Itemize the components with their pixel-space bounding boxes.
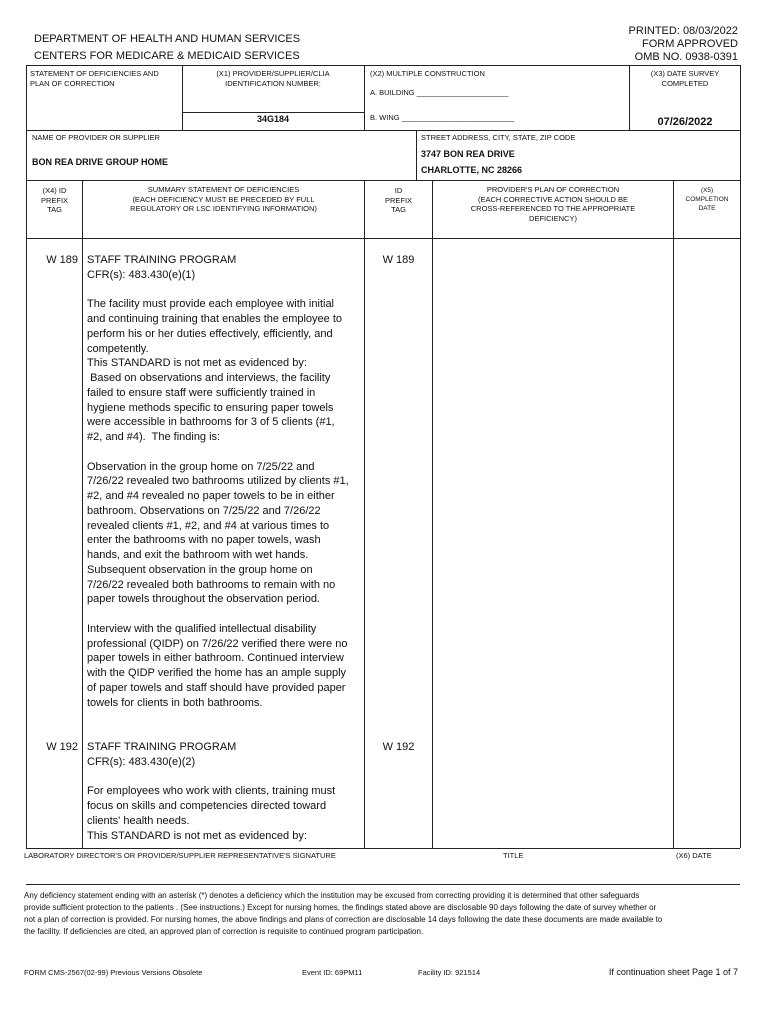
w192-not-met: This STANDARD is not met as evidenced by: [87,829,307,842]
department-title: DEPARTMENT OF HEALTH AND HUMAN SERVICES [34,33,301,45]
id-header-line2: PREFIX [384,195,413,205]
w189-prefix-tag: W 189 [46,254,78,266]
x5-header-line2: COMPLETION [685,196,729,203]
plan-header [433,185,673,223]
id-header-line1: ID [394,186,403,195]
survey-completed-date: 07/26/2022 [657,116,713,128]
omb-number: OMB NO. 0938-0391 [634,51,738,63]
address-label: STREET ADDRESS, CITY, STATE, ZIP CODE [421,133,576,142]
w192-summary [87,740,349,843]
w192-prefix-tag: W 192 [46,741,78,753]
x1-label-line2: IDENTIFICATION NUMBER: [225,78,321,88]
printed-date: PRINTED: 08/03/2022 [628,25,738,37]
x4-header-line3: TAG [47,205,62,214]
w189-observation: Observation in the group home on 7/25/22 and 7/26/22 revealed two bathrooms utilized by clients #1, #2, and #4 revealed no paper towels to be in either bathroom. Observations on 7/25/22 and 7/26/22 revealed clients #1, #2, and #4 at various times to enter the bathrooms with no paper towels, wash hands, and exit the bathroom with wet hands. Subsequent observation in the group home on 7/26/22 revealed both bathrooms to remain with no paper towels throughout the observation period. [87,460,349,606]
id-header-line3: TAG [391,205,406,214]
x5-header-line1: (X5) [700,187,714,194]
provider-name: BON REA DRIVE GROUP HOME [32,157,169,167]
address-line2: CHARLOTTE, NC 28266 [421,165,523,175]
statement-label: STATEMENT OF DEFICIENCIES AND PLAN OF CORRECTION [30,69,159,88]
x3-label-line1: (X3) DATE SURVEY [650,69,720,78]
w189-basis: Based on observations and interviews, the facility failed to ensure staff were sufficiently trained in hygiene methods specific to ensuring paper towels were accessible in bathrooms for 3 of 5 clients (#1, #2, and #4). The finding is: [87,372,338,443]
x1-label [183,69,363,88]
id-header [365,186,432,215]
provider-name-label: NAME OF PROVIDER OR SUPPLIER [32,133,160,142]
summary-header-line3: REGULATORY OR LSC IDENTIFYING INFORMATION) [130,204,317,213]
agency-title: CENTERS FOR MEDICARE & MEDICAID SERVICES [34,50,300,62]
wing-field: B. WING ___________________________ [370,113,515,122]
w192-requirement: For employees who work with clients, training must focus on skills and competencies directed toward clients' health needs. [87,785,336,827]
x3-label [630,69,740,88]
w192-cfr: CFR(s): 483.430(e)(2) [87,755,196,768]
plan-header-line2: (EACH CORRECTIVE ACTION SHOULD BE [477,194,629,204]
plan-header-line1: PROVIDER'S PLAN OF CORRECTION [486,185,620,194]
w192-title: STAFF TRAINING PROGRAM [87,741,237,753]
form-number: FORM CMS-2567(02-99) Previous Versions Obsolete [24,968,203,977]
x4-header-line1: (X4) ID [42,186,67,195]
event-id: Event ID: 69PM11 [302,968,363,977]
x3-label-line2: COMPLETED [661,78,709,88]
x4-header-line2: PREFIX [40,195,69,205]
w189-title: STAFF TRAINING PROGRAM [87,254,237,266]
w189-interview: Interview with the qualified intellectual disability professional (QIDP) on 7/26/22 verified there were no paper towels in either bathroom. Continued interview with the QIDP verified the home has an ample supply of paper towels and staff should have provided paper towels for clients in both bathrooms. [87,622,348,709]
x5-header-line3: DATE [698,205,716,212]
form-approved: FORM APPROVED [642,38,738,50]
x1-label-line1: (X1) PROVIDER/SUPPLIER/CLIA [216,69,330,78]
disclosure-footnote: Any deficiency statement ending with an asterisk (*) denotes a deficiency which the institution may be excused from correcting providing it is determined that other safeguards provide sufficient protection to the patients . (See instructions.) Except for nursing homes, the findings stated above are disclosable 90 days following the date of survey whether or not a plan of correction is provided. For nursing homes, the above findings and plans of correction are disclosable 14 days following the date these documents are made available to the facility. If deficiencies are cited, an approved plan of correction is requisite to continued program participation. [24,891,663,936]
summary-header-line2: (EACH DEFICIENCY MUST BE PRECEDED BY FULL [132,194,315,204]
w189-not-met: This STANDARD is not met as evidenced by: [87,357,307,370]
x4-header [27,186,82,215]
title-label: TITLE [503,851,524,860]
signature-label: LABORATORY DIRECTOR'S OR PROVIDER/SUPPLIER REPRESENTATIVE'S SIGNATURE [24,851,336,860]
w189-id-tag: W 189 [382,254,415,266]
w189-requirement: The facility must provide each employee with initial and continuing training that enables the employee to perform his or her duties effectively, efficiently, and competently. [87,298,343,355]
facility-id: Facility ID: 921514 [418,968,481,977]
w189-cfr: CFR(s): 483.430(e)(1) [87,268,196,281]
date-label: (X6) DATE [676,851,712,860]
x2-label: (X2) MULTIPLE CONSTRUCTION [370,69,485,78]
summary-header-line1: SUMMARY STATEMENT OF DEFICIENCIES [147,185,300,194]
address-line1: 3747 BON REA DRIVE [421,149,515,159]
page-number: If continuation sheet Page 1 of 7 [608,967,738,977]
w189-summary [87,253,349,710]
w192-id-tag: W 192 [382,741,415,753]
building-field: A. BUILDING ______________________ [370,88,509,97]
provider-id-number: 34G184 [256,114,290,124]
plan-header-line4: DEFICIENCY) [529,213,577,223]
plan-header-line3: CROSS-REFERENCED TO THE APPROPRIATE [470,204,636,213]
x5-header [674,186,740,213]
summary-header [83,185,364,214]
